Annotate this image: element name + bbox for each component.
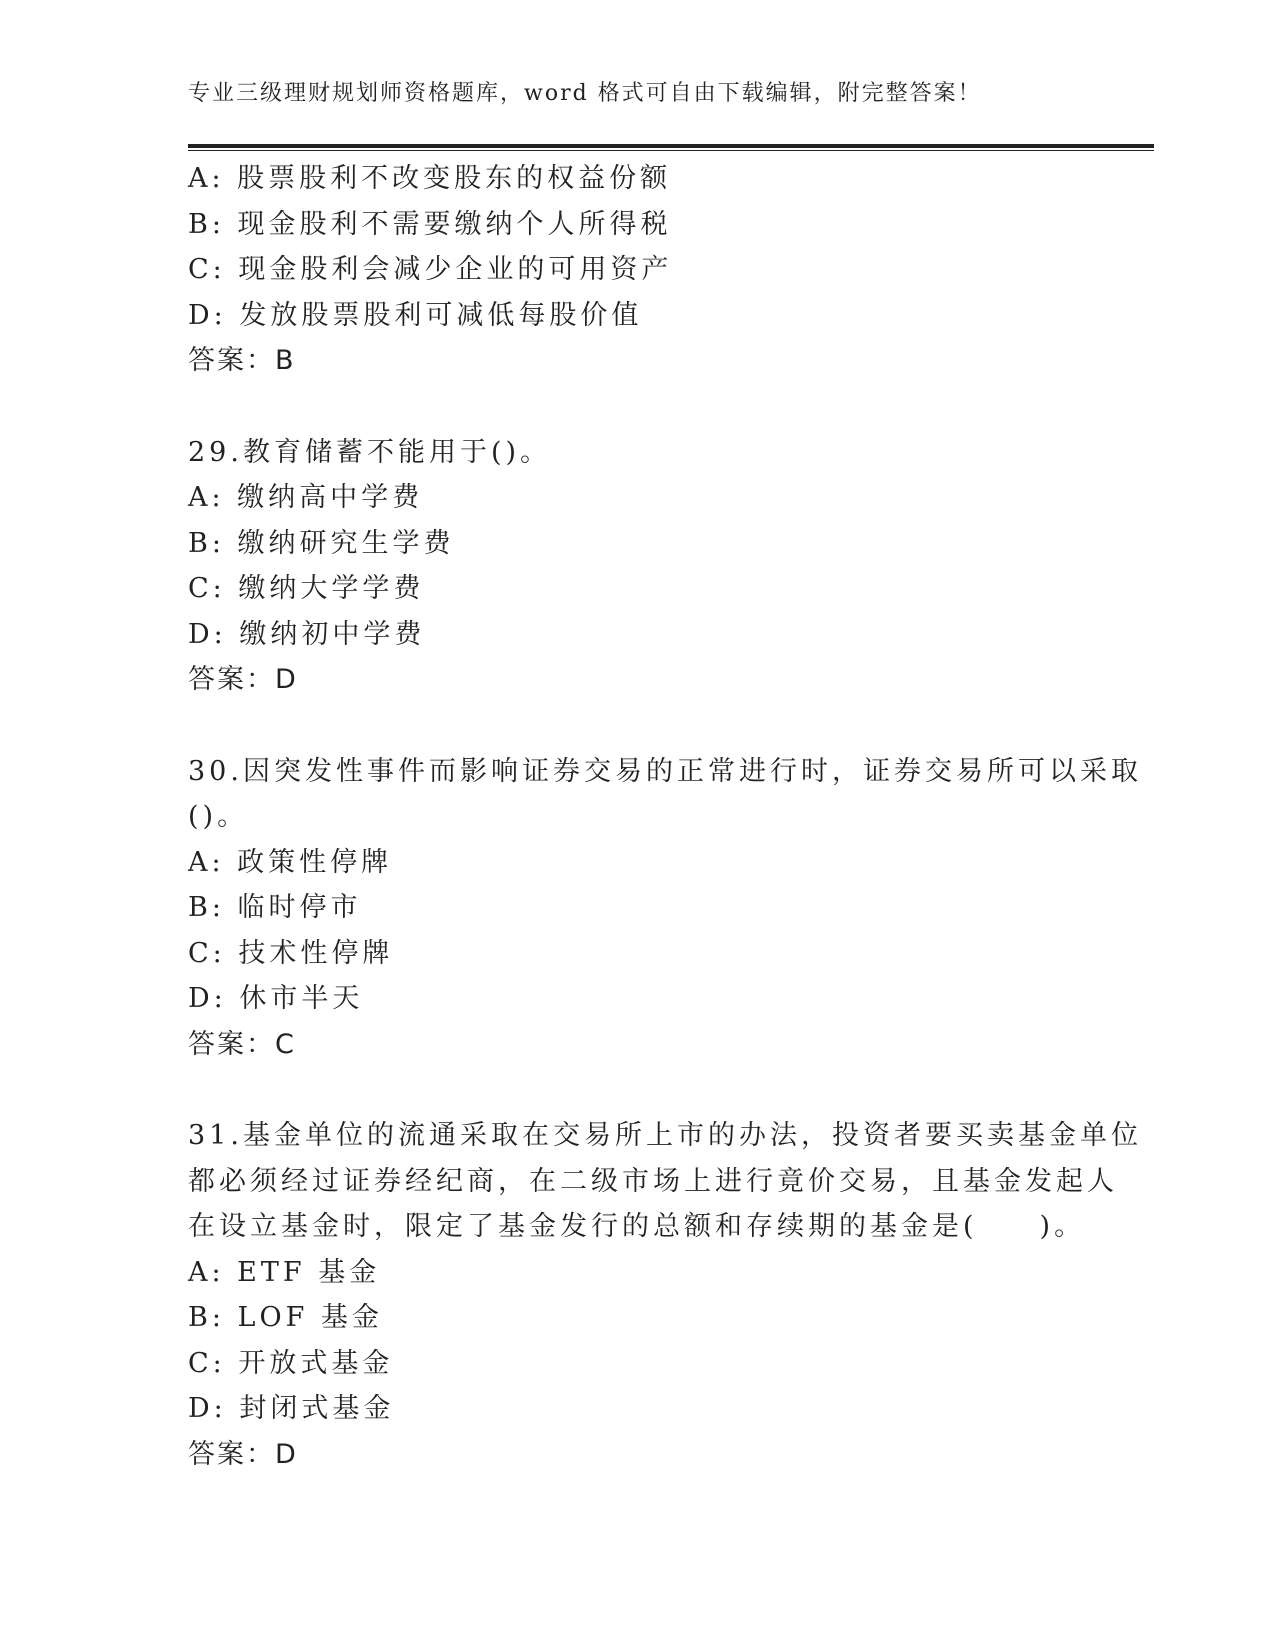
question-28 — [188, 156, 1088, 384]
answer: 答案：B — [188, 345, 296, 376]
option-c: C: 缴纳大学学费 — [188, 573, 425, 604]
answer: 答案：D — [188, 1438, 298, 1470]
page-header: 专业三级理财规划师资格题库，word 格式可自由下载编辑，附完整答案！ — [188, 81, 982, 106]
option-a: A: 缴纳高中学费 — [188, 482, 424, 513]
header-rule-thick — [188, 144, 1154, 148]
option-d: D: 发放股票股利可减低每股价值 — [188, 299, 643, 331]
answer: 答案：D — [188, 664, 298, 695]
option-d: D: 缴纳初中学费 — [188, 618, 426, 650]
option-d: D: 休市半天 — [188, 983, 364, 1014]
answer: 答案：C — [188, 1028, 296, 1060]
question-list — [188, 156, 1142, 1477]
question-stem-line-1: 30.因突发性事件而影响证券交易的正常进行时，证券交易所可以采取 — [188, 755, 1142, 787]
option-b: B: LOF 基金 — [188, 1302, 383, 1333]
question-29 — [188, 430, 1088, 703]
question-stem: 29.教育储蓄不能用于()。 — [188, 436, 552, 468]
option-c: C: 技术性停牌 — [188, 937, 394, 969]
option-a: A: 政策性停牌 — [188, 846, 393, 878]
question-30 — [188, 749, 1142, 1068]
option-a: A: 股票股利不改变股东的权益份额 — [188, 163, 672, 194]
option-b: B: 现金股利不需要缴纳个人所得税 — [188, 208, 672, 240]
option-c: C: 现金股利会减少企业的可用资产 — [188, 254, 673, 285]
question-stem-line-2: ()。 — [188, 801, 249, 832]
question-stem-line-2: 都必须经过证券经纪商，在二级市场上进行竟价交易，且基金发起人 — [188, 1165, 1118, 1197]
option-a: A: ETF 基金 — [188, 1256, 381, 1288]
option-d: D: 封闭式基金 — [188, 1393, 395, 1424]
option-b: B: 临时停市 — [188, 892, 362, 923]
question-stem-line-1: 31.基金单位的流通采取在交易所上市的办法，投资者要买卖基金单位 — [188, 1120, 1142, 1151]
question-stem-line-3: 在设立基金时，限定了基金发行的总额和存续期的基金是( )。 — [188, 1211, 1086, 1242]
header-rule-thin — [188, 150, 1154, 151]
option-b: B: 缴纳研究生学费 — [188, 527, 455, 559]
option-c: C: 开放式基金 — [188, 1347, 394, 1379]
question-31 — [188, 1113, 1142, 1477]
